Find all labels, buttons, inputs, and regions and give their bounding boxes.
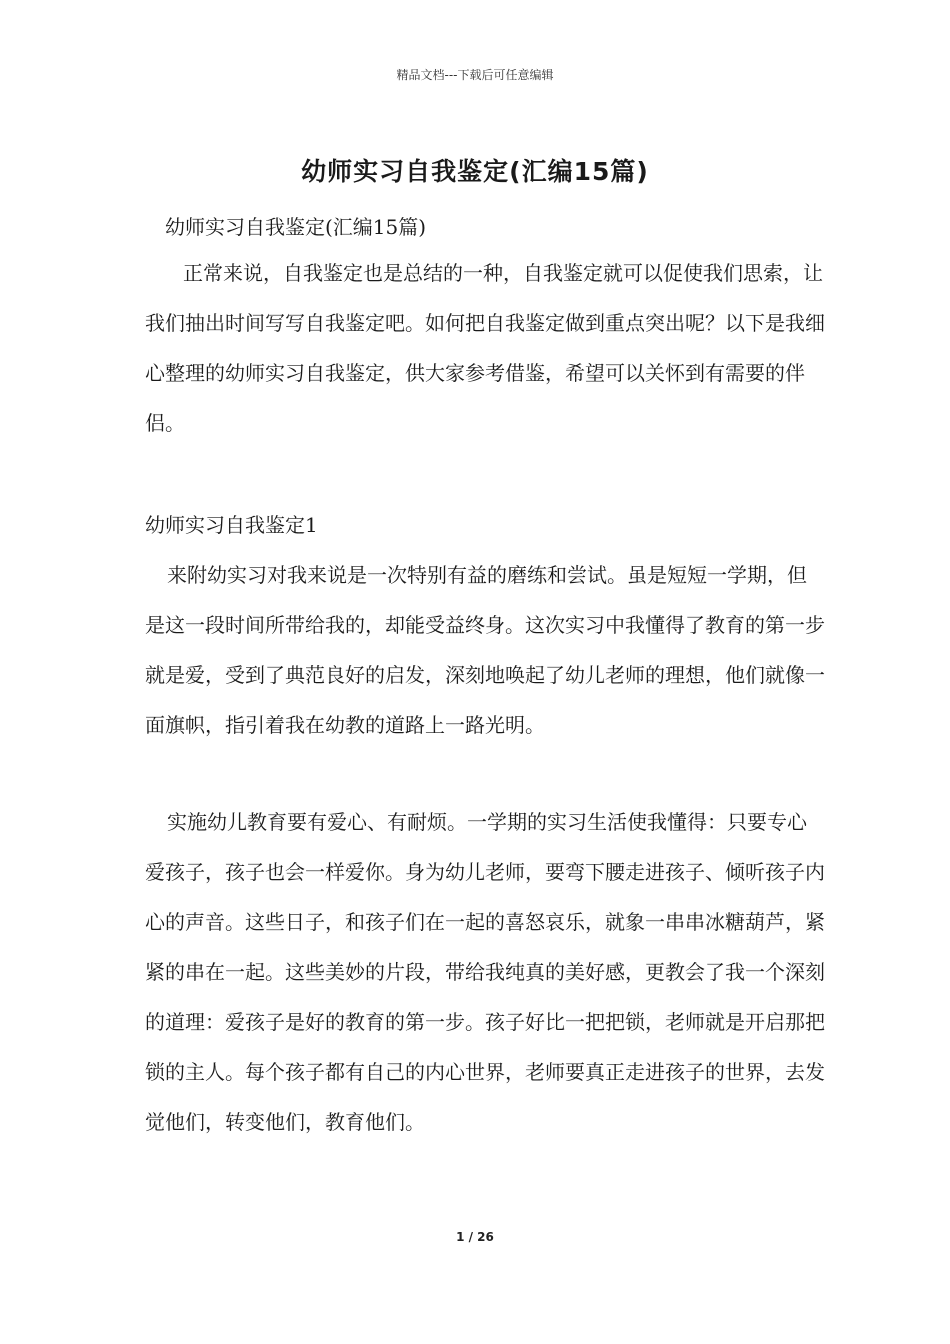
intro-paragraph: 正常来说，自我鉴定也是总结的一种，自我鉴定就可以促使我们思索，让我们抽出时间写写自我鉴定吧。如何把自我鉴定做到重点突出呢？以下是我细心整理的幼师实习自我鉴定，供大家参考借鉴，希望可以关怀到有需要的伴侣。 <box>145 261 825 435</box>
document-subtitle: 幼师实习自我鉴定(汇编15篇) <box>165 215 427 239</box>
page-number: 1 / 26 <box>456 1230 494 1244</box>
document-title: 幼师实习自我鉴定(汇编15篇) <box>301 157 649 186</box>
section-heading: 幼师实习自我鉴定1 <box>145 513 318 537</box>
body-paragraph-1: 来附幼实习对我来说是一次特别有益的磨练和尝试。虽是短短一学期，但是这一段时间所带给我的，却能受益终身。这次实习中我懂得了教育的第一步就是爱，受到了典范良好的启发，深刻地唤起了幼儿老师的理想，他们就像一面旗帜，指引着我在幼教的道路上一路光明。 <box>145 563 825 737</box>
body-paragraph-2: 实施幼儿教育要有爱心、有耐烦。一学期的实习生活使我懂得：只要专心爱孩子，孩子也会一样爱你。身为幼儿老师，要弯下腰走进孩子、倾听孩子内心的声音。这些日子，和孩子们在一起的喜怒哀乐，就象一串串冰糖葫芦，紧紧的串在一起。这些美妙的片段，带给我纯真的美好感，更教会了我一个深刻的道理：爱孩子是好的教育的第一步。孩子好比一把把锁，老师就是开启那把锁的主人。每个孩子都有自己的内心世界，老师要真正走进孩子的世界，去发觉他们，转变他们，教育他们。 <box>145 810 825 1134</box>
page-header: 精品文档---下载后可任意编辑 <box>396 68 554 82</box>
